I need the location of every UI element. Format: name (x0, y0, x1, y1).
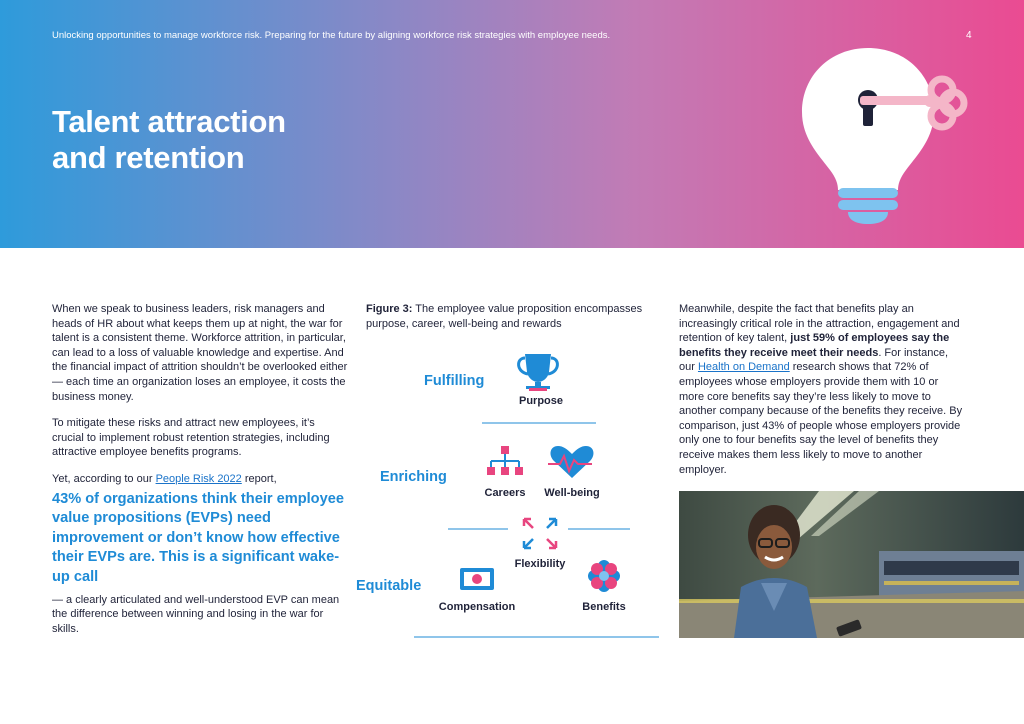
flexibility-label: Flexibility (514, 558, 566, 570)
figure-caption-text: The employee value proposition encompasses purpose, career, well-being and rewards (366, 303, 643, 330)
health-on-demand-link[interactable]: Health on Demand (697, 361, 790, 374)
benefits-text-2: . For instance, our (679, 346, 949, 374)
report-paragraph (52, 472, 348, 487)
benefits-stat-bold: just 59% of employees say the benefits they receive meet their needs (679, 332, 950, 359)
mitigation-paragraph: To mitigate these risks and attract new employees, it’s crucial to implement robust retention strategies, including attractive employee benefits programs. (52, 417, 330, 459)
flexibility-arrows-icon (524, 519, 556, 548)
evp-figure (350, 340, 670, 640)
heart-pulse-icon (548, 446, 593, 478)
wake-up-call-text: This is a significant wake-up call (52, 549, 340, 585)
tier-enriching-label: Enriching (380, 469, 447, 485)
hero-banner (0, 0, 1024, 248)
report-prefix: Yet, according to our (52, 472, 156, 485)
right-column (679, 302, 965, 477)
header-tagline: Unlocking opportunities to manage workforce risk. Preparing for the future by aligning workforce risk strategies with employee needs. (52, 30, 611, 41)
benefits-text-3: research shows that 72% of employees whose employers provide them with 10 or more core benefits say they’re less likely to move to another company because of the benefits they receive. By comparison, just 43% of people whose employers provide only one to four benefits say the level of benefits they receive makes them less likely to move to another employer. (679, 361, 963, 476)
tier-equitable-label: Equitable (356, 578, 422, 594)
tier-fulfilling-label: Fulfilling (424, 373, 485, 389)
lightbulb-key-icon (790, 38, 980, 228)
page-title (52, 104, 286, 176)
evp-highlight (52, 490, 348, 588)
evp-highlight-text: 43% of organizations think their employee value propositions (EVPs) need improvement or don’t know how effective their EVPs are. (52, 490, 344, 566)
woman-in-subway-photo (679, 491, 1024, 638)
purpose-label: Purpose (518, 395, 564, 407)
report-suffix: report, (241, 472, 277, 485)
people-risk-link[interactable]: People Risk 2022 (155, 472, 242, 485)
benefits-label: Benefits (582, 601, 626, 613)
figure-caption (366, 302, 662, 331)
trophy-icon (519, 354, 558, 391)
compensation-label: Compensation (438, 601, 516, 613)
intro-paragraph: When we speak to business leaders, risk managers and heads of HR about what keeps them up at night, the war for talent is a consistent theme. Workforce attrition, in particular, can lead to a loss of valuable knowledge and expertise. And the financial impact of attrition shouldn’t be overlooked either — each time an organization loses an employee, it costs the business money. (52, 303, 348, 403)
title-line-1: Talent attraction (52, 104, 286, 139)
evp-conclusion-paragraph: — a clearly articulated and well-understood EVP can mean the difference between winning and losing in the war for skills. (52, 593, 340, 635)
benefits-text-1: Meanwhile, despite the fact that benefits play an increasingly critical role in the attraction, engagement and retention of key talent, (679, 303, 960, 345)
wellbeing-label: Well-being (544, 487, 600, 499)
page-number: 4 (966, 30, 972, 41)
left-column (52, 302, 348, 648)
figure-label: Figure 3: (366, 303, 413, 315)
banknote-icon (460, 568, 494, 590)
flower-icon (588, 560, 620, 592)
careers-label: Careers (484, 487, 526, 499)
title-line-2: and retention (52, 140, 245, 175)
org-chart-icon (487, 446, 523, 475)
